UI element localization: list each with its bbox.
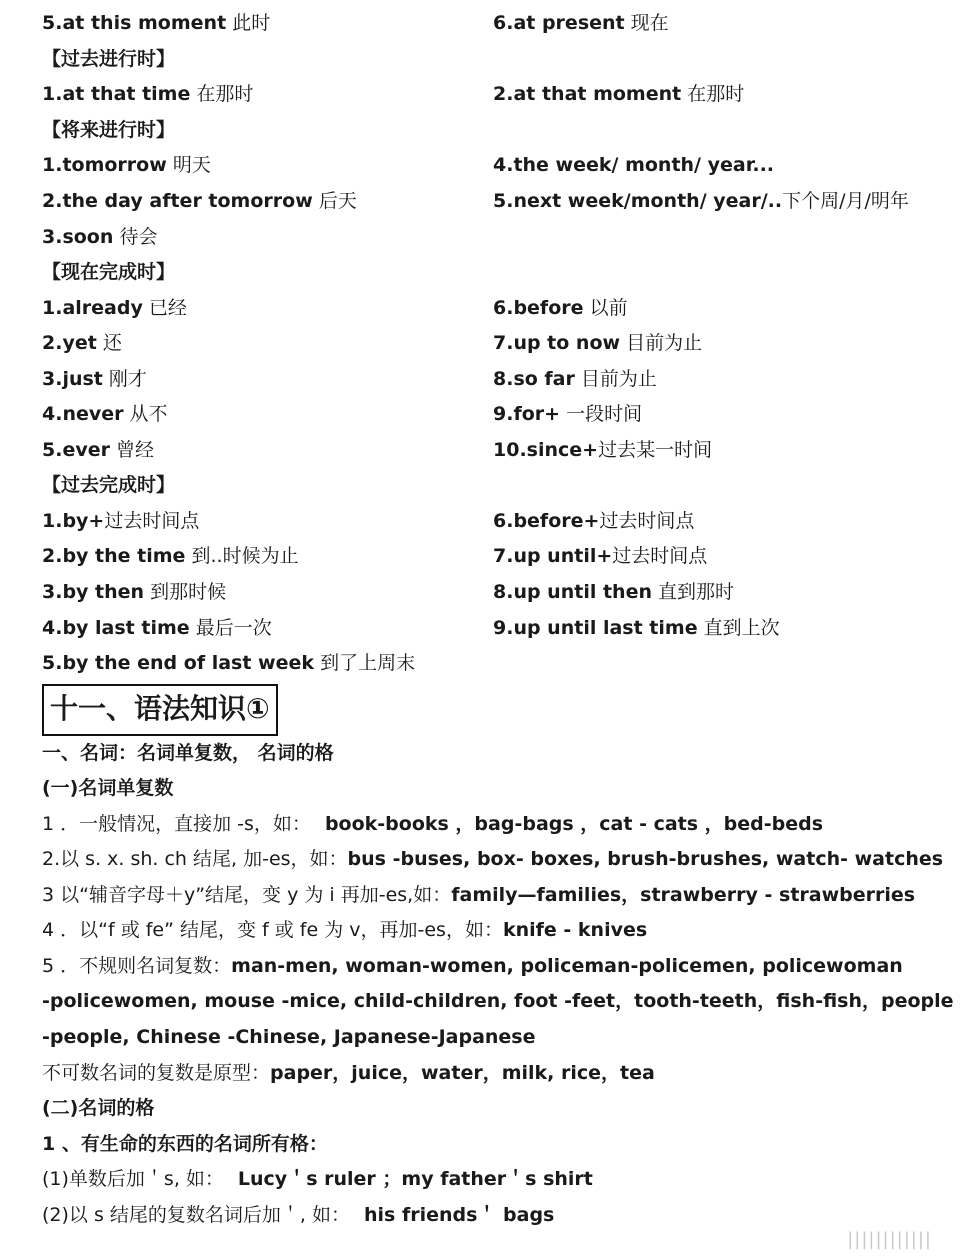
rule-line: -people, Chinese -Chinese, Japanese-Japanese xyxy=(42,1026,536,1048)
time-row xyxy=(0,396,960,432)
time-row xyxy=(0,183,960,219)
time-row xyxy=(0,5,960,41)
time-row xyxy=(0,574,960,610)
row-left: 2.the day after tomorrow 后天 xyxy=(42,190,357,212)
row-right: 6.before+过去时间点 xyxy=(493,510,695,532)
row-right: 8.so far 目前为止 xyxy=(493,368,657,390)
time-row xyxy=(0,76,960,112)
row-left: 1.already 已经 xyxy=(42,297,187,319)
rule-line: 3 以“辅音字母＋y”结尾，变 y 为 i 再加-es,如：family—families，strawberry - strawberries xyxy=(42,884,916,906)
row-left: 2.yet 还 xyxy=(42,332,122,354)
row-left: 2.by the time 到..时候为止 xyxy=(42,545,299,567)
row-left: 1.at that time 在那时 xyxy=(42,83,254,105)
row-left: 1.by+过去时间点 xyxy=(42,510,200,532)
rule-line: 不可数名词的复数是原型：paper，juice，water，milk, rice，tea xyxy=(42,1062,655,1084)
row-right: 6.at present 现在 xyxy=(493,12,669,34)
section-title: 十一、语法知识① xyxy=(42,684,278,736)
time-row xyxy=(0,290,960,326)
row-right: 9.for+ 一段时间 xyxy=(493,403,643,425)
time-row xyxy=(0,219,960,255)
row-right: 2.at that moment 在那时 xyxy=(493,83,745,105)
row-right: 8.up until then 直到那时 xyxy=(493,581,735,603)
row-left: 3.by then 到那时候 xyxy=(42,581,227,603)
grammar-subheading: 1 、有生命的东西的名词所有格： xyxy=(42,1133,328,1155)
grammar-heading: 一、名词：名词单复数， 名词的格 xyxy=(42,742,334,764)
rule-line: 2.以 s. x. sh. ch 结尾, 加-es，如：bus -buses, box- boxes, brush-brushes, watch- watches xyxy=(42,848,944,870)
tense-heading: 【过去进行时】 xyxy=(42,48,176,70)
tense-heading: 【将来进行时】 xyxy=(42,119,176,141)
rule-line: (1)单数后加＇s, 如： Lucy＇s ruler ；my father＇s shirt xyxy=(42,1168,593,1190)
rule-line: (2)以 s 结尾的复数名词后加＇, 如： his friends＇ bags xyxy=(42,1204,555,1226)
watermark: |||||||||||| xyxy=(847,1229,932,1250)
grammar-subheading: (一)名词单复数 xyxy=(42,777,174,799)
row-left: 3.just 刚才 xyxy=(42,368,147,390)
row-right: 5.next week/month/ year/..下个周/月/明年 xyxy=(493,190,909,212)
tense-heading: 【过去完成时】 xyxy=(42,474,176,496)
rule-line: 5 ．不规则名词复数：man-men, woman-women, policeman-policemen, policewoman xyxy=(42,955,903,977)
row-left: 4.never 从不 xyxy=(42,403,168,425)
row-right: 7.up to now 目前为止 xyxy=(493,332,703,354)
row-left: 3.soon 待会 xyxy=(42,226,158,248)
time-row xyxy=(0,503,960,539)
rule-line: 1 ．一般情况，直接加 -s，如： book-books ，bag-bags ，cat - cats ，bed-beds xyxy=(42,813,824,835)
time-row xyxy=(0,645,960,681)
tense-heading: 【现在完成时】 xyxy=(42,261,176,283)
rule-line: -policewomen, mouse -mice, child-children, foot -feet，tooth-teeth，fish-fish，people xyxy=(42,990,954,1012)
time-row xyxy=(0,538,960,574)
row-right: 9.up until last time 直到上次 xyxy=(493,617,780,639)
time-row xyxy=(0,147,960,183)
time-row xyxy=(0,432,960,468)
row-right: 10.since+过去某一时间 xyxy=(493,439,713,461)
row-left: 5.by the end of last week 到了上周末 xyxy=(42,652,416,674)
row-right: 4.the week/ month/ year... xyxy=(493,154,775,176)
row-right: 6.before 以前 xyxy=(493,297,628,319)
row-left: 5.ever 曾经 xyxy=(42,439,155,461)
row-left: 5.at this moment 此时 xyxy=(42,12,271,34)
grammar-subheading: (二)名词的格 xyxy=(42,1097,155,1119)
row-left: 4.by last time 最后一次 xyxy=(42,617,272,639)
time-row xyxy=(0,361,960,397)
rule-line: 4 ．以“f 或 fe” 结尾，变 f 或 fe 为 v，再加-es，如：knife - knives xyxy=(42,919,648,941)
time-row xyxy=(0,610,960,646)
row-left: 1.tomorrow 明天 xyxy=(42,154,211,176)
row-right: 7.up until+过去时间点 xyxy=(493,545,708,567)
time-row xyxy=(0,325,960,361)
